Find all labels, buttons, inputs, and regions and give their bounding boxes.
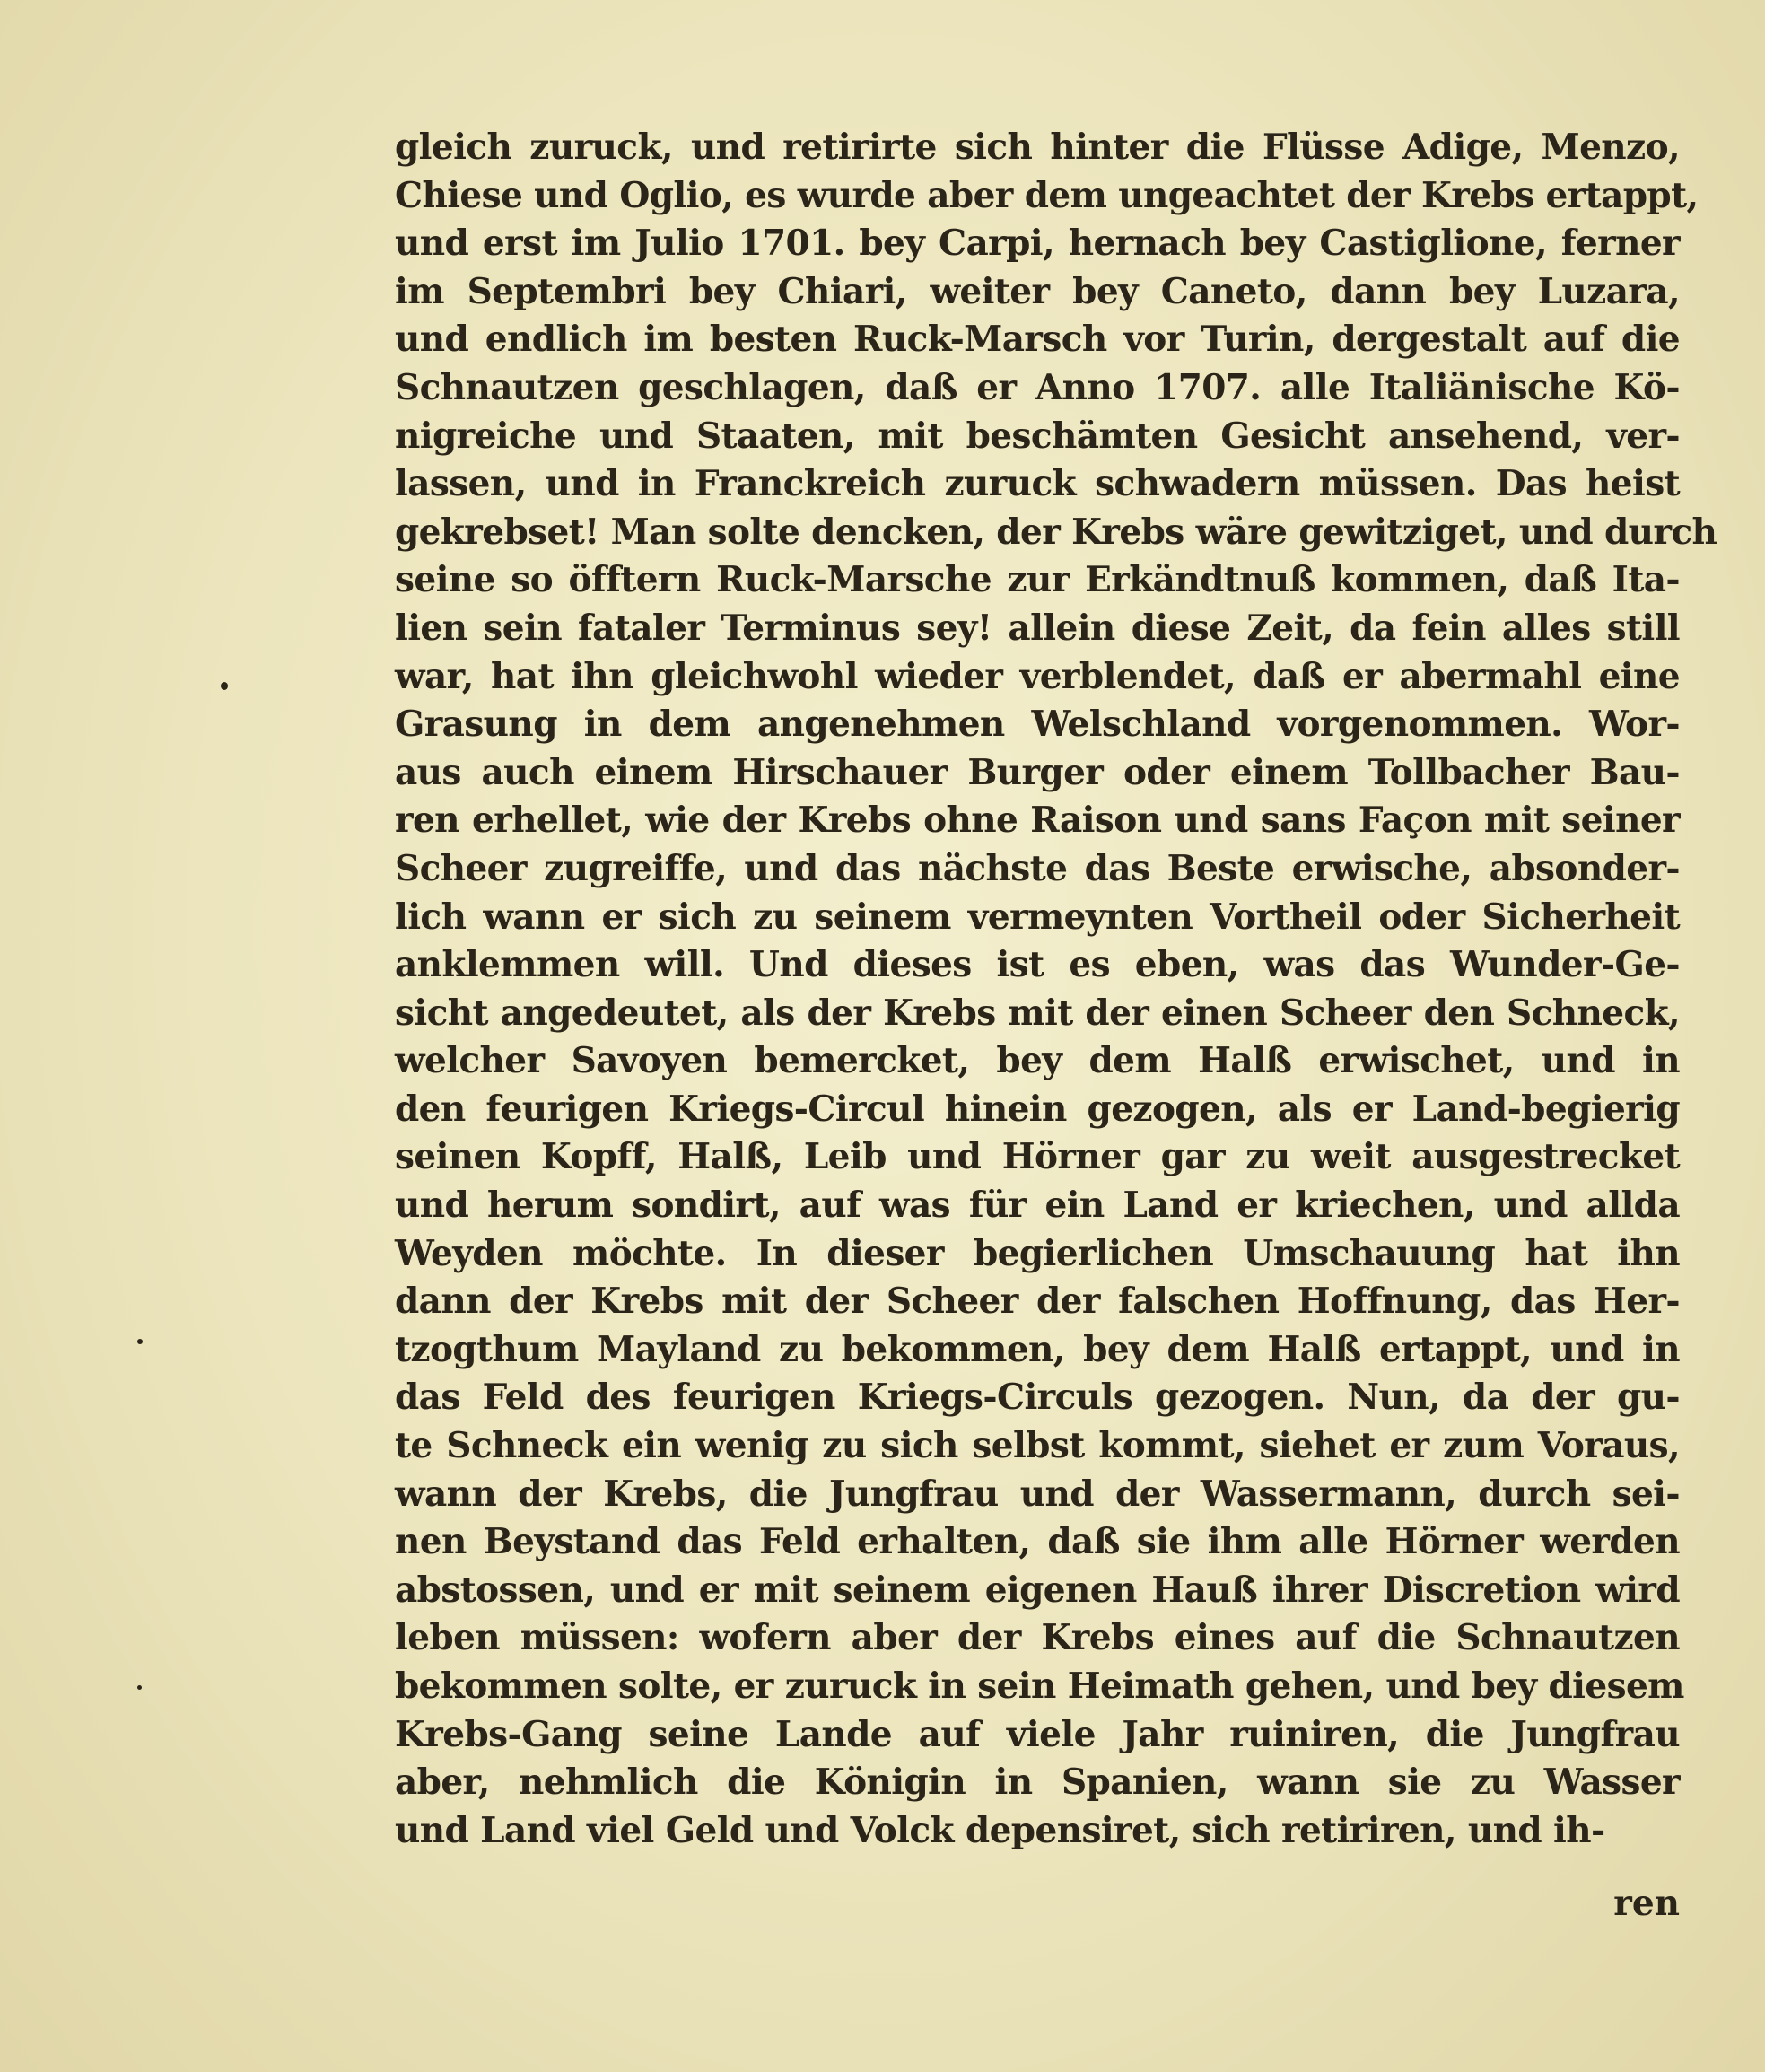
- text-line: lich wann er sich zu seinem vermeynten Vortheil oder Sicherheit: [395, 896, 1680, 938]
- text-line: leben müssen: wofern aber der Krebs eines auf die Schnautzen: [395, 1617, 1680, 1659]
- text-line: bekommen solte, er zuruck in sein Heimath gehen, und bey diesem: [395, 1665, 1684, 1707]
- text-line: aus auch einem Hirschauer Burger oder einem Tollbacher Bau-: [395, 751, 1680, 793]
- text-line: ren erhellet, wie der Krebs ohne Raison und sans Façon mit seiner: [395, 800, 1680, 842]
- text-line: aber, nehmlich die Königin in Spanien, wann sie zu Wasser: [395, 1762, 1680, 1804]
- text-line: und endlich im besten Ruck-Marsch vor Turin, dergestalt auf die: [395, 319, 1680, 361]
- text-line: gekrebset! Man solte dencken, der Krebs wäre gewitziget, und durch: [395, 511, 1717, 553]
- text-line: Schnautzen geschlagen, daß er Anno 1707. alle Italiänische Kö-: [395, 366, 1680, 408]
- text-line: tzogthum Mayland zu bekommen, bey dem Halß ertappt, und in: [395, 1328, 1680, 1370]
- catchword: ren: [1613, 1883, 1680, 1924]
- text-line: Chiese und Oglio, es wurde aber dem ungeachtet der Krebs ertappt,: [395, 174, 1699, 216]
- text-line: war, hat ihn gleichwohl wieder verblendet, daß er abermahl eine: [395, 655, 1680, 697]
- text-line: wann der Krebs, die Jungfrau und der Wassermann, durch sei-: [395, 1473, 1680, 1515]
- text-line: dann der Krebs mit der Scheer der falschen Hoffnung, das Her-: [395, 1281, 1680, 1323]
- text-line: te Schneck ein wenig zu sich selbst kommt, siehet er zum Voraus,: [395, 1425, 1680, 1467]
- text-line: Scheer zugreiffe, und das nächste das Beste erwische, absonder-: [395, 847, 1680, 889]
- ink-speck: [221, 682, 228, 690]
- text-line: und Land viel Geld und Volck depensiret, sich retiriren, und ih-: [395, 1809, 1605, 1851]
- text-line: Weyden möchte. In dieser begierlichen Umschauung hat ihn: [395, 1232, 1680, 1274]
- text-line: abstossen, und er mit seinem eigenen Hauß ihrer Discretion wird: [395, 1569, 1680, 1611]
- text-line: gleich zuruck, und retirirte sich hinter die Flüsse Adige, Menzo,: [395, 127, 1680, 168]
- text-line: sicht angedeutet, als der Krebs mit der einen Scheer den Schneck,: [395, 992, 1680, 1034]
- ink-speck: [137, 1339, 143, 1344]
- text-line: anklemmen will. Und dieses ist es eben, was das Wunder-Ge-: [395, 944, 1680, 986]
- text-line: seine so öfftern Ruck-Marsche zur Erkändtnuß kommen, daß Ita-: [395, 559, 1680, 601]
- text-line: welcher Savoyen bemercket, bey dem Halß erwischet, und in: [395, 1040, 1680, 1082]
- text-line: nen Beystand das Feld erhalten, daß sie ihm alle Hörner werden: [395, 1521, 1680, 1563]
- text-line: und herum sondirt, auf was für ein Land er kriechen, und allda: [395, 1185, 1680, 1227]
- text-line: nigreiche und Staaten, mit beschämten Gesicht ansehend, ver-: [395, 415, 1680, 457]
- text-line: Grasung in dem angenehmen Welschland vorgenommen. Wor-: [395, 704, 1680, 746]
- text-line: Krebs-Gang seine Lande auf viele Jahr ruiniren, die Jungfrau: [395, 1713, 1680, 1755]
- text-line: im Septembri bey Chiari, weiter bey Caneto, dann bey Luzara,: [395, 270, 1680, 312]
- text-line: und erst im Julio 1701. bey Carpi, hernach bey Castiglione, ferner: [395, 223, 1680, 265]
- text-line: den feurigen Kriegs-Circul hinein gezogen, als er Land-begierig: [395, 1088, 1680, 1130]
- text-line: lien sein fataler Terminus sey! allein diese Zeit, da fein alles still: [395, 607, 1680, 649]
- text-line: seinen Kopff, Halß, Leib und Hörner gar zu weit ausgestrecket: [395, 1136, 1680, 1178]
- body-text: [395, 124, 1717, 1855]
- ink-speck: [137, 1685, 142, 1690]
- text-line: lassen, und in Franckreich zuruck schwadern müssen. Das heist: [395, 463, 1680, 505]
- text-line: das Feld des feurigen Kriegs-Circuls gezogen. Nun, da der gu-: [395, 1377, 1680, 1419]
